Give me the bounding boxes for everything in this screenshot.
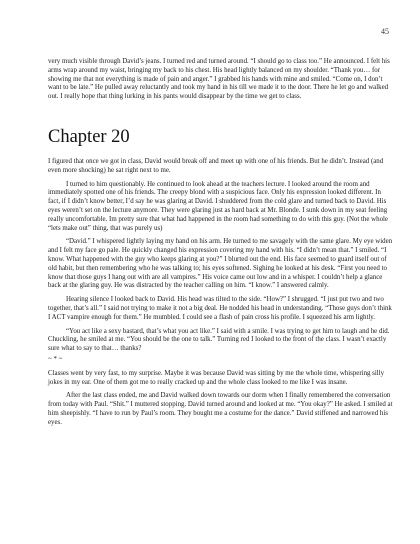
paragraph-7: After the last class ended, me and David walked down towards our dorm when I finally remembered the conversation from today with Paul. “Shit.” I muttered stopping. David turned around and looked at me. “You okay?” He asked. I smiled at him sheepishly. “I have to run by Paul’s room. They bought me a costume for the dance.” David stiffened and narrowed his eyes. (48, 392, 393, 426)
paragraph-3: “David.” I whispered lightly laying my hand on his arm. He turned to me savagely with the same glare. My eye widen and I felt my face go pale. He quickly changed his expression covering my hand with his. “I didn’t mean that.” I smiled. “I know. What happened with the guy who keeps glaring at you?” I blurted out the end. His face seemed to guard itself out of old habit, but then remembering who he was talking to; his eyes softened. Sighing he looked at his desk. “First you need to know that those guys I hang out with are all vampires.” His voice came out low and in a whisper. I couldn’t help a glance back at the glaring guy. He was distracted by the teacher calling on him. “I know.” I answered calmly. (48, 238, 393, 290)
paragraph-5: “You act like a sexy bastard, that’s what you act like.” I said with a smile. I was trying to get him to laugh and he did. Chuckling, he smiled at me. “You should be the one to talk.” Turning red I looked to the front of the class. I wasn’t exactly sure what to say to that… thanks? (48, 327, 390, 353)
opening-paragraph: very much visible through David’s jeans. I turned red and turned around. “I should go to class too.” He announced. I felt his arms wrap around my waist, bringing my back to his chest. His head lightly balanced on my shoulder. “Thank you… for showing me that not everything is made of pain and anger.” I grabbed his hands with mine and smiled. “Come on, I don’t want to be late.” He pulled away reluctantly and took my hand in his till we made it to the door. There he let go and walked out. I really hope that thing lurking in his pants would disappear by the time we get to class. (48, 58, 390, 101)
scene-break: ~ * ~ (48, 355, 63, 363)
paragraph-4: Hearing silence I looked back to David. His head was tilted to the side. “How?” I shrugged. “I just put two and two together, that’s all.” I said not trying to make it not a big deal. He nodded his head in understanding. “Those guys don’t think I ACT vampire enough for them.” He mumbled. I could see a flash of pain cross his profile. I squeezed his arm lightly. (48, 296, 392, 321)
page-number: 45 (381, 27, 389, 36)
chapter-title: Chapter 20 (48, 126, 130, 147)
paragraph-6: Classes went by very fast, to my surprise. Maybe it was because David was sitting by me the whole time, whispering silly jokes in my ear. One of them got me to really cracked up and the whole class looked to me like I was insane. (48, 369, 385, 386)
paragraph-1: I figured that once we got in class, David would break off and meet up with one of his friends. But he didn’t. Instead (and even more shocking) he sat right next to me. (48, 157, 384, 174)
paragraph-2: I turned to him questionably. He continued to look ahead at the teachers lecture. I looked around the room and immediately spotted one of his friends. The creepy blond with a suspicious face. Only his expression looked different. In fact, if I didn’t know better, I’d say he was glaring at David. I shuddered from the cold glare and turned back to David. His eyes weren’t set on the lecture anymore. They were glaring just as hard back at Mr. Blonde. I sunk down in my seat feeling really uncomfortable. Im pretty sure that what had happened in the room had something to do with this guy. (Not the whole “lets make out” thing, that was purely us) (48, 180, 388, 232)
